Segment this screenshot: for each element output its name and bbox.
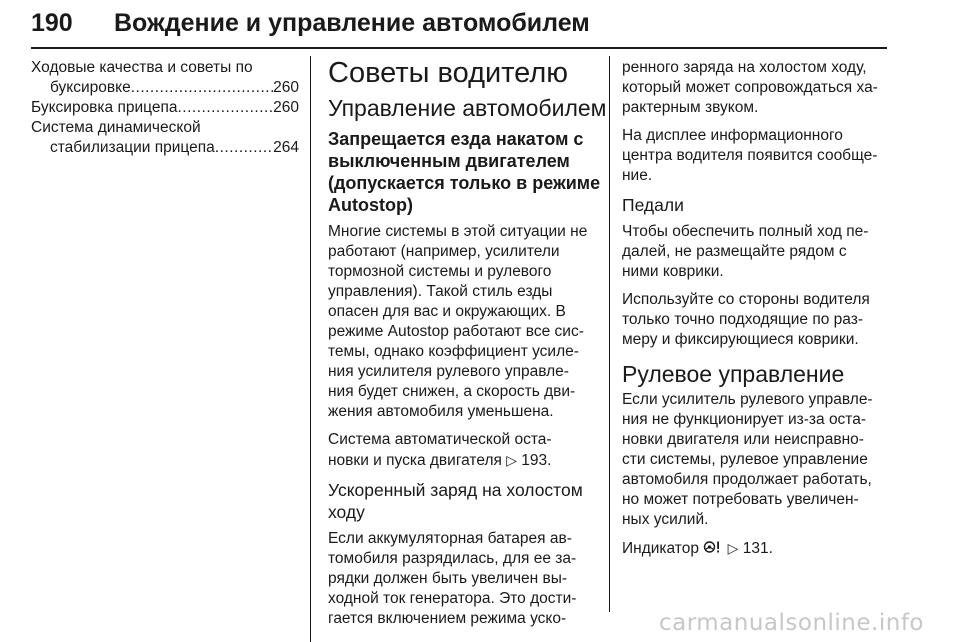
text-line: центра водителя появится сообще- (622, 147, 878, 164)
text-line: гается включением режима уско- (328, 610, 567, 627)
column-divider-1 (310, 56, 311, 642)
page-number: 190 (31, 9, 73, 37)
header-rule (31, 47, 887, 49)
chapter-title: Вождение и управление автомобилем (114, 9, 590, 37)
section-title: Советы водителю (328, 57, 568, 89)
paragraph-coasting (328, 222, 598, 422)
heading-line: выключенным двигателем (328, 151, 570, 171)
text-line: но может потребовать увеличен- (622, 491, 859, 508)
text-line (622, 538, 892, 559)
toc-page: 260 (273, 79, 299, 96)
text-line: томобиля разрядилась, для ее за- (328, 550, 577, 567)
text-line: Система автоматической оста- (328, 431, 552, 448)
text-segment: Индикатор (622, 540, 699, 557)
paragraph-mats (622, 290, 892, 350)
text-line: опасен для вас и окружающих. В (328, 303, 566, 320)
toc-list (31, 58, 299, 158)
paragraph-battery-cont (622, 58, 892, 118)
text-line: Многие системы в этой ситуации не (328, 223, 588, 240)
heading-line: Запрещается езда накатом с (328, 129, 584, 149)
text-line: Если аккумуляторная батарея ав- (328, 530, 572, 547)
toc-entry-trailer-towing[interactable] (31, 98, 299, 118)
reference-arrow-icon: ▷ (506, 452, 517, 468)
page-reference[interactable]: 193. (521, 452, 552, 469)
text-line: рактерным звуком. (622, 99, 759, 116)
page-header (0, 0, 960, 48)
text-line: ходной ток генератора. Это дости- (328, 590, 577, 607)
text-line: который может сопровождаться ха- (622, 79, 878, 96)
subsection-title: Управление автомобилем (328, 95, 607, 121)
column-divider-2 (609, 56, 610, 612)
toc-leader (215, 138, 273, 158)
paragraph-display (622, 126, 892, 186)
text-line: работают (например, усилители (328, 243, 560, 260)
toc-leader (131, 78, 273, 98)
steering-warning-icon (703, 540, 727, 557)
text-line (328, 450, 598, 471)
text-line: рядки должен быть увеличен вы- (328, 570, 568, 587)
content-column-2 (328, 57, 607, 637)
text-line: сти системы, рулевое управление (622, 451, 868, 468)
toc-entry-text: буксировке (50, 79, 131, 96)
paragraph-indicator (622, 538, 892, 559)
toc-entry-trailer-stability[interactable] (31, 118, 299, 158)
text-line: автомобиля продолжает работать, (622, 471, 872, 488)
watermark: carmanualsonline.info (658, 610, 924, 636)
reference-arrow-icon: ▷ (727, 540, 739, 556)
toc-page: 260 (273, 99, 299, 116)
text-line: тормозной системы и рулевого (328, 263, 552, 280)
text-line: ренного заряда на холостом ходу, (622, 59, 867, 76)
toc-column (31, 58, 299, 158)
text-line: Если усилитель рулевого управле- (622, 391, 873, 408)
text-line: Чтобы обеспечить полный ход пе- (622, 223, 869, 240)
heading-coasting (328, 128, 601, 216)
heading-line: Ускоренный заряд на холостом (328, 480, 583, 500)
content-column-3 (622, 58, 892, 567)
text-line: далей, не размещайте рядом с (622, 243, 847, 260)
text-line: только точно подходящие по раз- (622, 311, 863, 328)
toc-entry-text: стабилизации прицепа (50, 139, 215, 156)
text-line: Используйте со стороны водителя (622, 291, 870, 308)
toc-entry-text: Система динамической (31, 119, 201, 136)
text-line: ния усилителя рулевого управле- (328, 363, 569, 380)
toc-page: 264 (273, 139, 299, 156)
paragraph-battery (328, 529, 598, 629)
toc-leader (177, 98, 273, 118)
text-line: На дисплее информационного (622, 127, 843, 144)
toc-entry-driving-tips[interactable] (31, 58, 299, 98)
text-line: ния не функционирует из-за оста- (622, 411, 867, 428)
text-line: жения автомобиля уменьшена. (328, 403, 554, 420)
heading-line: ходу (328, 502, 365, 522)
page-reference[interactable]: 131. (742, 540, 773, 557)
text-line: режиме Autostop работают все сис- (328, 323, 584, 340)
paragraph-steering (622, 390, 892, 530)
text-line: темы, однако коэффициент усиле- (328, 343, 579, 360)
paragraph-stop-start (328, 430, 598, 471)
text-line: меру и фиксирующиеся коврики. (622, 331, 859, 348)
text-line: ных усилий. (622, 511, 709, 528)
heading-steering: Рулевое управление (622, 361, 845, 387)
toc-entry-text: Буксировка прицепа (31, 99, 178, 116)
text-line: новки двигателя или неисправно- (622, 431, 864, 448)
text-segment: новки и пуска двигателя (328, 452, 502, 469)
toc-entry-text: Ходовые качества и советы по (31, 59, 253, 76)
heading-line: (допускается только в режиме (328, 173, 601, 193)
paragraph-pedals (622, 222, 892, 282)
heading-pedals: Педали (622, 195, 684, 215)
heading-line: Autostop) (328, 195, 413, 215)
text-line: управления). Такой стиль езды (328, 283, 553, 300)
heading-fast-idle (328, 479, 598, 523)
text-line: ними коврики. (622, 263, 724, 280)
text-line: ния будет снижен, а скорость дви- (328, 383, 576, 400)
text-line: ние. (622, 167, 653, 184)
